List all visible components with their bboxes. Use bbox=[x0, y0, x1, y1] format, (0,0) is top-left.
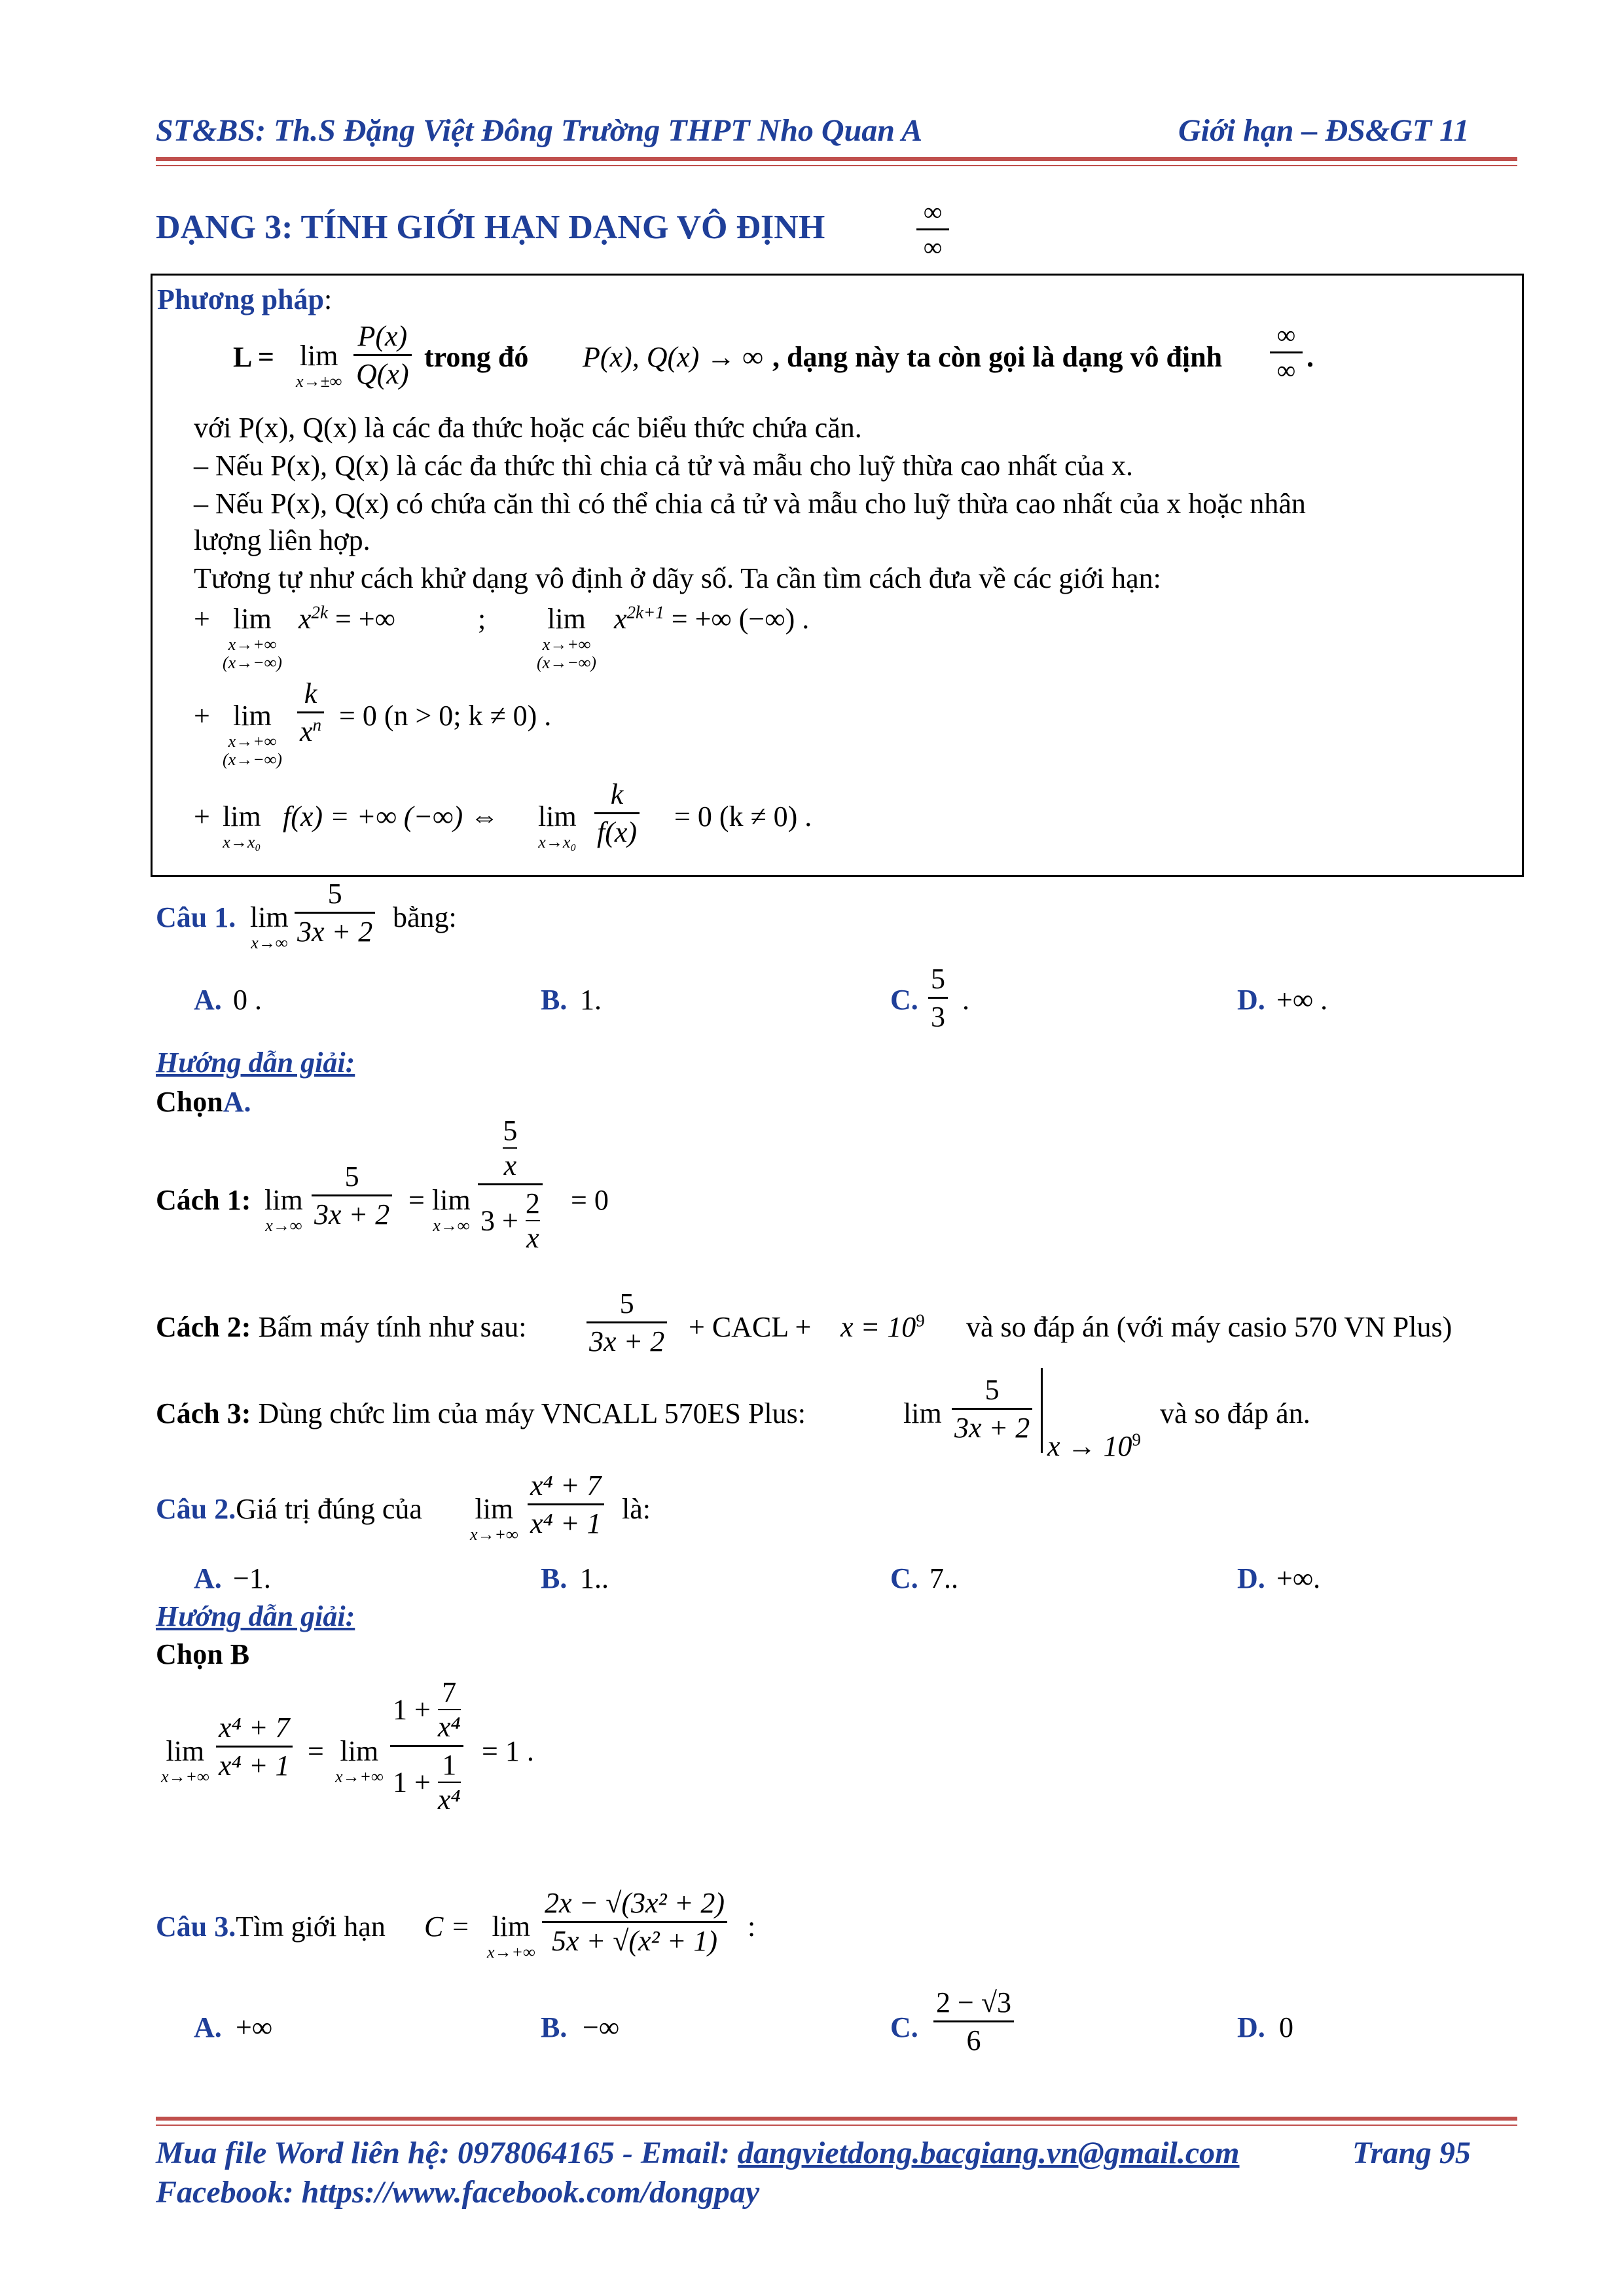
lim-row2: lim x→+∞ (x→−∞) bbox=[223, 700, 282, 769]
q1-c1-lim1: lim x→∞ bbox=[264, 1184, 303, 1235]
method-lim: lim x→±∞ bbox=[296, 340, 342, 391]
q1-c3-lim: lim bbox=[903, 1397, 942, 1429]
q1-c3-tail: và so đáp án. bbox=[1160, 1397, 1310, 1429]
method-label: Phương pháp: bbox=[157, 283, 333, 315]
q2-sol-lim1: lim x→+∞ bbox=[161, 1735, 209, 1786]
q2-B-label: B. bbox=[541, 1562, 568, 1594]
plus-2: + bbox=[194, 700, 210, 732]
q2-B-value: 1.. bbox=[580, 1562, 609, 1594]
q1-tail: bằng: bbox=[393, 901, 457, 933]
lim-row3a: lim x→x₀ bbox=[223, 800, 261, 852]
section-title: DẠNG 3: TÍNH GIỚI HẠN DẠNG VÔ ĐỊNH bbox=[156, 209, 825, 246]
q2-C-value: 7.. bbox=[929, 1562, 958, 1594]
q2-D-label: D. bbox=[1237, 1562, 1265, 1594]
k-over-fx: k f(x) bbox=[594, 778, 640, 849]
q3-tail: : bbox=[748, 1910, 756, 1943]
q1-c1-result: = 0 bbox=[571, 1184, 609, 1216]
q1-D-value: +∞ . bbox=[1276, 984, 1328, 1016]
q3-C: C = bbox=[424, 1910, 471, 1943]
x-pow-2k1: $x^{2k+1}$ = +∞ (−∞) . bbox=[614, 602, 810, 635]
plus-1: + bbox=[194, 603, 210, 635]
method-inf-fraction: ∞ ∞ bbox=[1270, 319, 1303, 386]
q1-C-dot: . bbox=[962, 984, 969, 1016]
method-PQ-fraction: P(x) Q(x) bbox=[353, 319, 412, 391]
q1-c1-eq: = bbox=[408, 1184, 425, 1216]
q1-B-label: B. bbox=[541, 984, 568, 1016]
q1-A-value: 0 . bbox=[233, 984, 262, 1016]
q2-A-label: A. bbox=[194, 1562, 222, 1594]
method-L: L = bbox=[233, 341, 274, 373]
q1-C-label: C. bbox=[890, 984, 918, 1016]
q1-guide: Hướng dẫn giải: bbox=[156, 1047, 355, 1079]
header-rule-thin bbox=[156, 165, 1517, 166]
q1-c2-tail: và so đáp án (với máy casio 570 VN Plus) bbox=[966, 1311, 1453, 1343]
q2-sol-frac2: 1 + $\frac{7}{\text{x⁴}}$ 1 + $\frac{1}{\text{x⁴}}$ bbox=[390, 1676, 463, 1816]
q1-c2-x: $x = 10^9$ bbox=[840, 1310, 925, 1343]
lim-row1a: lim x→+∞ (x→−∞) bbox=[223, 603, 282, 672]
q2-tail: là: bbox=[622, 1493, 651, 1525]
q2-sol-eq: = bbox=[308, 1735, 324, 1767]
q2-chon: Chọn B bbox=[156, 1638, 250, 1670]
q1-c3-eval-bar bbox=[1041, 1368, 1043, 1453]
q2-D-value: +∞. bbox=[1276, 1562, 1321, 1594]
q1-label: Câu 1. bbox=[156, 901, 236, 933]
title-frac-den: ∞ bbox=[923, 232, 943, 262]
header-left: ST&BS: Th.S Đặng Việt Đông Trường THPT Nho Quan A bbox=[156, 113, 923, 148]
q1-c1-frac1: 5 3x + 2 bbox=[312, 1160, 392, 1231]
lim-row1b: lim x→+∞ (x→−∞) bbox=[537, 603, 596, 672]
q1-chon: ChọnA. bbox=[156, 1086, 251, 1118]
q1-lim: lim x→∞ bbox=[250, 901, 289, 952]
q3-B-value: −∞ bbox=[583, 2011, 620, 2043]
q1-c2: Cách 2: Bấm máy tính như sau: bbox=[156, 1311, 527, 1343]
q1-c1-frac2: $\frac{5}{x}$ 3 + $\frac{2}{x}$ bbox=[478, 1114, 543, 1255]
q3-B-label: B. bbox=[541, 2011, 568, 2043]
q2-guide: Hướng dẫn giải: bbox=[156, 1600, 355, 1632]
plus-3: + bbox=[194, 800, 210, 833]
footer-facebook[interactable]: Facebook: https://www.facebook.com/dongpay bbox=[156, 2175, 760, 2210]
q1-c1-lim2: lim x→∞ bbox=[432, 1184, 471, 1235]
x-pow-2k: $x^{2k}$ = +∞ bbox=[298, 602, 396, 635]
q3-lim: lim x→+∞ bbox=[487, 1910, 535, 1962]
cond-2: = 0 (k ≠ 0) . bbox=[674, 800, 812, 833]
header-right: Giới hạn – ĐS&GT 11 bbox=[1178, 113, 1470, 148]
q1-B-value: 1. bbox=[580, 984, 602, 1016]
method-dot: . bbox=[1307, 341, 1314, 373]
q3-fraction: 2x − √(3x² + 2) 5x + √(x² + 1) bbox=[542, 1886, 727, 1958]
q3-A-label: A. bbox=[194, 2011, 222, 2043]
q1-c2-mid: + CACL + bbox=[689, 1311, 812, 1343]
q2-C-label: C. bbox=[890, 1562, 918, 1594]
method-PQ-inf: P(x), Q(x) → ∞ bbox=[583, 341, 763, 373]
q1-fraction: 5 3x + 2 bbox=[295, 877, 375, 948]
title-fraction bbox=[916, 196, 949, 262]
semicolon: ; bbox=[478, 603, 486, 635]
footer-rule-thick bbox=[156, 2117, 1517, 2121]
q1-c1-label: Cách 1: bbox=[156, 1184, 251, 1216]
q1-D-label: D. bbox=[1237, 984, 1265, 1016]
q2-head: Câu 2.Giá trị đúng của bbox=[156, 1493, 422, 1525]
cond-1: = 0 (n > 0; k ≠ 0) . bbox=[339, 700, 552, 732]
footer-email[interactable]: dangvietdong.bacgiang.vn@gmail.com bbox=[737, 2136, 1240, 2170]
q3-C-value: 2 − √3 6 bbox=[933, 1986, 1014, 2057]
method-line3b: lượng liên hợp. bbox=[194, 524, 370, 556]
footer-rule-thin bbox=[156, 2125, 1517, 2126]
method-line4: Tương tự như cách khử dạng vô định ở dãy số. Ta cần tìm cách đưa về các giới hạn: bbox=[194, 562, 1161, 594]
method-line1: với P(x), Q(x) là các đa thức hoặc các biểu thức chứa căn. bbox=[194, 412, 862, 444]
lim-row3b: lim x→x₀ bbox=[538, 800, 577, 852]
q1-c3-frac: 5 3x + 2 bbox=[952, 1373, 1032, 1444]
q2-sol-result: = 1 . bbox=[482, 1735, 534, 1767]
method-also: , dạng này ta còn gọi là dạng vô định bbox=[772, 341, 1223, 373]
q3-D-value: 0 bbox=[1279, 2011, 1293, 2043]
q2-lim: lim x→+∞ bbox=[470, 1493, 518, 1544]
q1-c3: Cách 3: Dùng chức lim của máy VNCALL 570ES Plus: bbox=[156, 1397, 806, 1429]
q1-C-value: 5 3 bbox=[928, 962, 948, 1033]
q1-c3-cond: $x \to 10^9$ bbox=[1047, 1429, 1142, 1462]
method-line2: – Nếu P(x), Q(x) là các đa thức thì chia cả tử và mẫu cho luỹ thừa cao nhất của x. bbox=[194, 450, 1134, 482]
q1-A-label: A. bbox=[194, 984, 222, 1016]
method-where: trong đó bbox=[424, 341, 529, 373]
q3-A-value: +∞ bbox=[236, 2011, 273, 2043]
q2-sol-lim2: lim x→+∞ bbox=[335, 1735, 384, 1786]
footer-page: Trang 95 bbox=[1352, 2136, 1471, 2170]
q3-head: Câu 3.Tìm giới hạn bbox=[156, 1910, 386, 1943]
q2-fraction: x⁴ + 7 x⁴ + 1 bbox=[528, 1469, 604, 1540]
header-rule-thick bbox=[156, 157, 1517, 161]
q3-D-label: D. bbox=[1237, 2011, 1265, 2043]
k-over-xn: k $x^n$ bbox=[297, 677, 324, 748]
fx-relation: f(x) = +∞ (−∞) ⇔ bbox=[283, 800, 499, 833]
q3-C-label: C. bbox=[890, 2011, 918, 2043]
q1-c2-frac: 5 3x + 2 bbox=[586, 1287, 667, 1358]
q2-sol-frac1: x⁴ + 7 x⁴ + 1 bbox=[216, 1711, 293, 1782]
method-line3a: – Nếu P(x), Q(x) có chứa căn thì có thể chia cả tử và mẫu cho luỹ thừa cao nhất của x hoặc nhân bbox=[194, 488, 1306, 520]
title-frac-num: ∞ bbox=[923, 197, 943, 226]
footer-line1: Mua file Word liên hệ: 0978064165 - Email: dangvietdong.bacgiang.vn@gmail.com bbox=[156, 2136, 1240, 2170]
q2-A-value: −1. bbox=[233, 1562, 271, 1594]
